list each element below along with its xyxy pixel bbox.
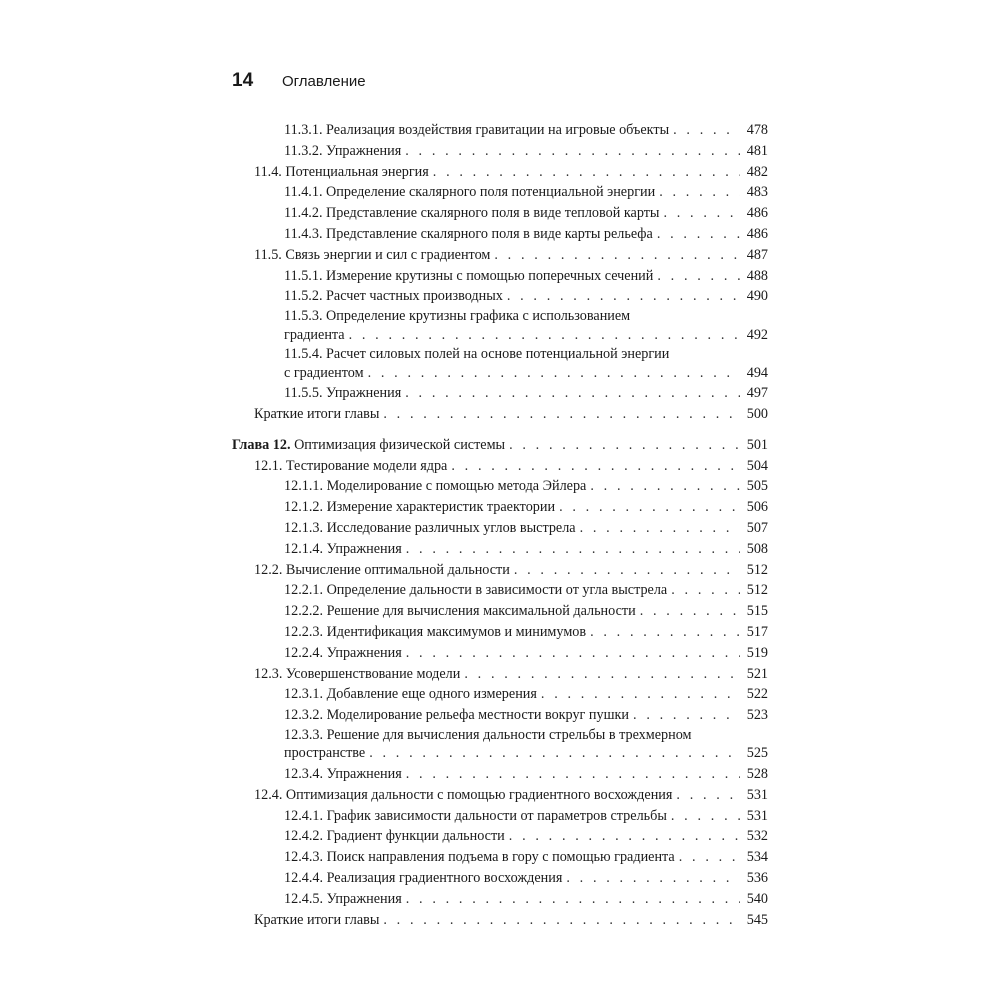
toc-entry-page: 486 [746, 205, 768, 222]
toc-entry-title-wrap [284, 826, 505, 847]
toc-entry-number: 11.4.3. [284, 225, 323, 242]
dot-leader [451, 456, 740, 477]
toc-entry-title-wrap [254, 785, 672, 806]
toc-entry [232, 889, 768, 910]
toc-entry-title: Упражнения [326, 765, 402, 782]
toc-entry-number: 11.5.5. [284, 385, 323, 402]
dot-leader [657, 224, 740, 245]
section-name: Оглавление [282, 73, 366, 90]
toc-entry-page: 512 [746, 582, 768, 599]
toc-entry-title: Решение для вычисления дальности стрельбы в трехмерном [326, 726, 692, 743]
toc-entry [232, 286, 768, 307]
dot-leader [541, 684, 740, 705]
toc-entry-title: Измерение крутизны с помощью поперечных сечений [326, 267, 654, 284]
toc-entry-title: Упражнения [326, 142, 402, 159]
toc-group [232, 383, 768, 425]
dot-leader [566, 868, 740, 889]
toc-entry-page: 492 [746, 326, 768, 343]
toc-entry-page: 506 [746, 499, 768, 516]
toc-entry [232, 456, 768, 477]
toc-entry-number: 12.1.3. [284, 519, 324, 536]
toc-entry-title-wrap [254, 456, 447, 477]
toc-entry-title: Краткие итоги главы [254, 405, 380, 422]
toc-entry-title: Измерение характеристик траектории [326, 499, 556, 516]
dot-leader [369, 744, 740, 764]
dot-leader [514, 560, 740, 581]
toc-entry [232, 705, 768, 726]
toc-entry-title-wrap [284, 476, 586, 497]
toc-entry-page: 486 [746, 225, 768, 242]
toc-entry-title: Упражнения [326, 540, 402, 557]
toc-entry-title: Расчет частных производных [326, 288, 503, 305]
toc-entry-page: 531 [746, 786, 768, 803]
toc-entry-number: 12.4.3. [284, 849, 324, 866]
toc-entry-page: 521 [746, 665, 768, 682]
toc-entry-title: Упражнения [326, 385, 402, 402]
toc-entry [232, 383, 768, 404]
toc-entry-number: 12.3. [254, 665, 283, 682]
toc-entry-number: 11.4.1. [284, 184, 323, 201]
toc-entry-number: 12.2.2. [284, 603, 324, 620]
toc-entry-line1 [284, 726, 768, 745]
toc-entry-page: 500 [746, 405, 768, 422]
toc-entry [232, 806, 768, 827]
toc-entry-title-wrap [284, 539, 402, 560]
toc-chapter-entry [232, 435, 768, 456]
toc-entry-page: 531 [746, 807, 768, 824]
dot-leader [383, 910, 740, 931]
page-number: 14 [232, 70, 254, 91]
toc-entry [232, 764, 768, 785]
toc-entry-title: Упражнения [326, 644, 402, 661]
dot-leader [640, 601, 740, 622]
toc-entry-page: 494 [746, 364, 768, 381]
toc-entry-page: 482 [746, 163, 768, 180]
toc-entry-page: 490 [746, 288, 768, 305]
toc-entry-page: 515 [746, 603, 768, 620]
chapter-label: Глава 12. [232, 436, 291, 453]
toc-entry [232, 726, 768, 764]
toc-entry-title-wrap [284, 847, 675, 868]
dot-leader [671, 806, 740, 827]
toc-entry-title: Добавление еще одного измерения [326, 686, 537, 703]
toc-entry-title-wrap [284, 383, 401, 404]
toc-entry-page: 517 [746, 623, 768, 640]
toc-entry-title-wrap [254, 245, 490, 266]
toc-entry [232, 622, 768, 643]
toc-entry-page: 519 [746, 644, 768, 661]
toc-group [232, 456, 768, 726]
toc-entry-title: Определение дальности в зависимости от угла выстрела [326, 582, 668, 599]
toc-entry-page: 523 [746, 707, 768, 724]
toc-entry-title: Решение для вычисления максимальной дальности [326, 603, 636, 620]
toc-entry-number: 12.2.3. [284, 623, 324, 640]
toc-entry-page: 540 [746, 890, 768, 907]
toc-entry-page: 504 [746, 457, 768, 474]
toc-entry-title: Оптимизация дальности с помощью градиентного восхождения [285, 786, 673, 803]
dot-leader [633, 705, 740, 726]
toc-entry-title: Потенциальная энергия [285, 163, 429, 180]
toc-entry-page: 505 [746, 478, 768, 495]
toc-entry-title-wrap [284, 601, 636, 622]
toc-entry-title: Исследование различных углов выстрела [326, 519, 576, 536]
toc-entry-page: 481 [746, 142, 768, 159]
dot-leader [405, 141, 740, 162]
toc-entry [232, 664, 768, 685]
toc-entry-title-wrap [284, 182, 655, 203]
toc-entry-number: 12.1. [254, 457, 283, 474]
toc-entry-page: 512 [746, 561, 768, 578]
toc-entry-title-cont: пространстве [284, 745, 366, 762]
dot-leader [657, 266, 740, 287]
toc-entry [232, 266, 768, 287]
running-head [232, 70, 366, 98]
dot-leader [509, 435, 740, 456]
toc-entry [232, 580, 768, 601]
toc-entry [232, 120, 768, 141]
toc-entry [232, 847, 768, 868]
chapter-title: Оптимизация физической системы [294, 436, 506, 453]
toc-entry-number: 12.4.4. [284, 869, 324, 886]
dot-leader [580, 518, 740, 539]
toc-entry-title: Краткие итоги главы [254, 911, 380, 928]
toc-entry [232, 476, 768, 497]
toc-entry [232, 224, 768, 245]
toc-entry-page: 525 [746, 745, 768, 762]
toc-entry [232, 910, 768, 931]
dot-leader [406, 643, 740, 664]
dot-leader [406, 539, 740, 560]
dot-leader [673, 120, 740, 141]
toc-entry-page: 528 [746, 765, 768, 782]
toc-entry-page: 488 [746, 267, 768, 284]
toc-entry-title: Идентификация максимумов и минимумов [326, 623, 587, 640]
toc-entry-title-wrap [284, 203, 659, 224]
dot-leader [663, 203, 740, 224]
toc-entry [232, 345, 768, 383]
dot-leader [433, 162, 740, 183]
toc-entry-title-cont: градиента [284, 326, 345, 343]
toc-entry-page: 522 [746, 686, 768, 703]
toc-entry-line2 [284, 364, 768, 384]
toc-entry-number: 12.3.3. [284, 726, 324, 743]
toc-entry-number: 12.4.1. [284, 807, 324, 824]
dot-leader [590, 622, 740, 643]
toc-entry-title-wrap [284, 622, 586, 643]
toc-entry-title-wrap [284, 580, 667, 601]
chapter-spacer [232, 425, 768, 435]
toc-entry [232, 868, 768, 889]
toc-entry-number: 12.2. [254, 561, 283, 578]
toc-entry-title: Поиск направления подъема в гору с помощью градиента [326, 849, 675, 866]
toc-entry-title-wrap [284, 764, 402, 785]
toc-entry-number: 11.3.2. [284, 142, 323, 159]
toc-entry-title-wrap [254, 560, 510, 581]
toc-entry [232, 404, 768, 425]
toc-entry-page: 478 [746, 122, 768, 138]
toc-entry-number: 12.4.2. [284, 828, 324, 845]
toc-entry-title: Представление скалярного поля в виде тепловой карты [326, 205, 660, 222]
dot-leader [590, 476, 740, 497]
table-of-contents [232, 120, 768, 930]
toc-entry [232, 182, 768, 203]
toc-entry [232, 497, 768, 518]
toc-entry [232, 643, 768, 664]
toc-entry [232, 307, 768, 345]
toc-entry-title: Моделирование рельефа местности вокруг пушки [326, 707, 630, 724]
toc-entry-number: 12.4. [254, 786, 283, 803]
toc-entry-title-wrap [284, 497, 555, 518]
toc-entry-page: 507 [746, 519, 768, 536]
dot-leader [405, 383, 740, 404]
toc-entry-number: 12.4.5. [284, 890, 324, 907]
toc-entry-title-wrap [284, 889, 402, 910]
toc-entry-title: Моделирование с помощью метода Эйлера [326, 478, 587, 495]
toc-entry [232, 162, 768, 183]
dot-leader [507, 286, 740, 307]
toc-entry-title: Расчет силовых полей на основе потенциальной энергии [326, 346, 670, 363]
toc-entry-title-wrap [284, 868, 562, 889]
toc-entry [232, 539, 768, 560]
toc-entry-title: Определение скалярного поля потенциальной энергии [326, 184, 656, 201]
toc-entry [232, 141, 768, 162]
toc-entry-number: 11.5.2. [284, 288, 323, 305]
toc-entry-title-wrap [284, 286, 503, 307]
toc-entry-number: 12.1.2. [284, 499, 324, 516]
toc-entry-page: 532 [746, 828, 768, 845]
toc-entry-title-wrap [254, 162, 429, 183]
toc-entry-number: 12.2.4. [284, 644, 324, 661]
toc-entry-page: 497 [746, 385, 768, 402]
toc-entry-line1 [284, 345, 768, 364]
toc-entry-title-wrap [284, 643, 402, 664]
toc-entry-number: 12.1.4. [284, 540, 324, 557]
toc-entry-title-wrap [284, 806, 667, 827]
dot-leader [406, 764, 740, 785]
toc-entry [232, 601, 768, 622]
toc-entry-title-wrap [284, 705, 629, 726]
toc-entry-title: Градиент функции дальности [326, 828, 505, 845]
toc-entry-page: 536 [746, 869, 768, 886]
toc-entry-number: 11.5.4. [284, 346, 323, 363]
toc-entry-title-wrap [254, 910, 379, 931]
toc-entry-line1 [284, 307, 768, 326]
toc-entry-number: 12.1.1. [284, 478, 324, 495]
toc-entry-title: Представление скалярного поля в виде карты рельефа [326, 225, 653, 242]
toc-entry-title-wrap [284, 518, 576, 539]
toc-entry-title: Тестирование модели ядра [285, 457, 448, 474]
dot-leader [494, 245, 740, 266]
dot-leader [464, 664, 740, 685]
toc-entry-page: 508 [746, 540, 768, 557]
dot-leader [671, 580, 740, 601]
toc-entry-title: Упражнения [326, 890, 402, 907]
toc-entry-line2 [284, 326, 768, 346]
toc-entry-number: 11.3.1. [284, 122, 323, 138]
toc-entry-title: Усовершенствование модели [285, 665, 461, 682]
toc-entry-title: Реализация воздействия гравитации на игровые объекты [326, 122, 670, 138]
toc-group [232, 120, 768, 307]
toc-group [232, 764, 768, 930]
toc-entry-number: 11.5.3. [284, 308, 323, 325]
toc-entry-number: 11.5.1. [284, 267, 323, 284]
toc-entry-page: 487 [746, 246, 768, 263]
dot-leader [368, 364, 740, 384]
toc-entry-line2 [284, 744, 768, 764]
toc-entry [232, 560, 768, 581]
toc-entry-title: Связь энергии и сил с градиентом [285, 246, 491, 263]
toc-chapter-title-wrap [232, 435, 505, 456]
toc-entry [232, 684, 768, 705]
toc-entry [232, 203, 768, 224]
toc-entry-page: 483 [746, 184, 768, 201]
toc-entry-number: 12.3.4. [284, 765, 324, 782]
toc-entry-title: Определение крутизны графика с использованием [326, 308, 631, 325]
toc-entry-title-wrap [284, 224, 653, 245]
toc-entry-title-wrap [254, 664, 460, 685]
toc-entry-number: 11.4. [254, 163, 282, 180]
dot-leader [349, 326, 740, 346]
dot-leader [679, 847, 740, 868]
toc-entry-title-wrap [284, 120, 669, 141]
toc-entry-title-wrap [284, 266, 653, 287]
toc-entry-number: 11.4.2. [284, 205, 323, 222]
toc-entry-number: 12.3.2. [284, 707, 324, 724]
toc-entry [232, 518, 768, 539]
toc-entry-page: 501 [746, 436, 768, 453]
toc-entry-page: 534 [746, 849, 768, 866]
toc-entry-title: График зависимости дальности от параметров стрельбы [326, 807, 667, 824]
toc-entry [232, 826, 768, 847]
dot-leader [676, 785, 740, 806]
toc-entry-number: 11.5. [254, 246, 282, 263]
toc-entry-page: 545 [746, 911, 768, 928]
dot-leader [559, 497, 740, 518]
dot-leader [383, 404, 740, 425]
toc-entry-title: Реализация градиентного восхождения [326, 869, 563, 886]
dot-leader [659, 182, 740, 203]
dot-leader [406, 889, 740, 910]
toc-entry-title: Вычисление оптимальной дальности [285, 561, 510, 578]
toc-entry-number: 12.2.1. [284, 582, 324, 599]
toc-entry [232, 245, 768, 266]
toc-entry-number: 12.3.1. [284, 686, 324, 703]
toc-entry-title-wrap [254, 404, 379, 425]
toc-entry [232, 785, 768, 806]
dot-leader [509, 826, 740, 847]
toc-entry-title-wrap [284, 141, 401, 162]
toc-entry-title-wrap [284, 684, 537, 705]
toc-entry-title-cont: с градиентом [284, 364, 364, 381]
